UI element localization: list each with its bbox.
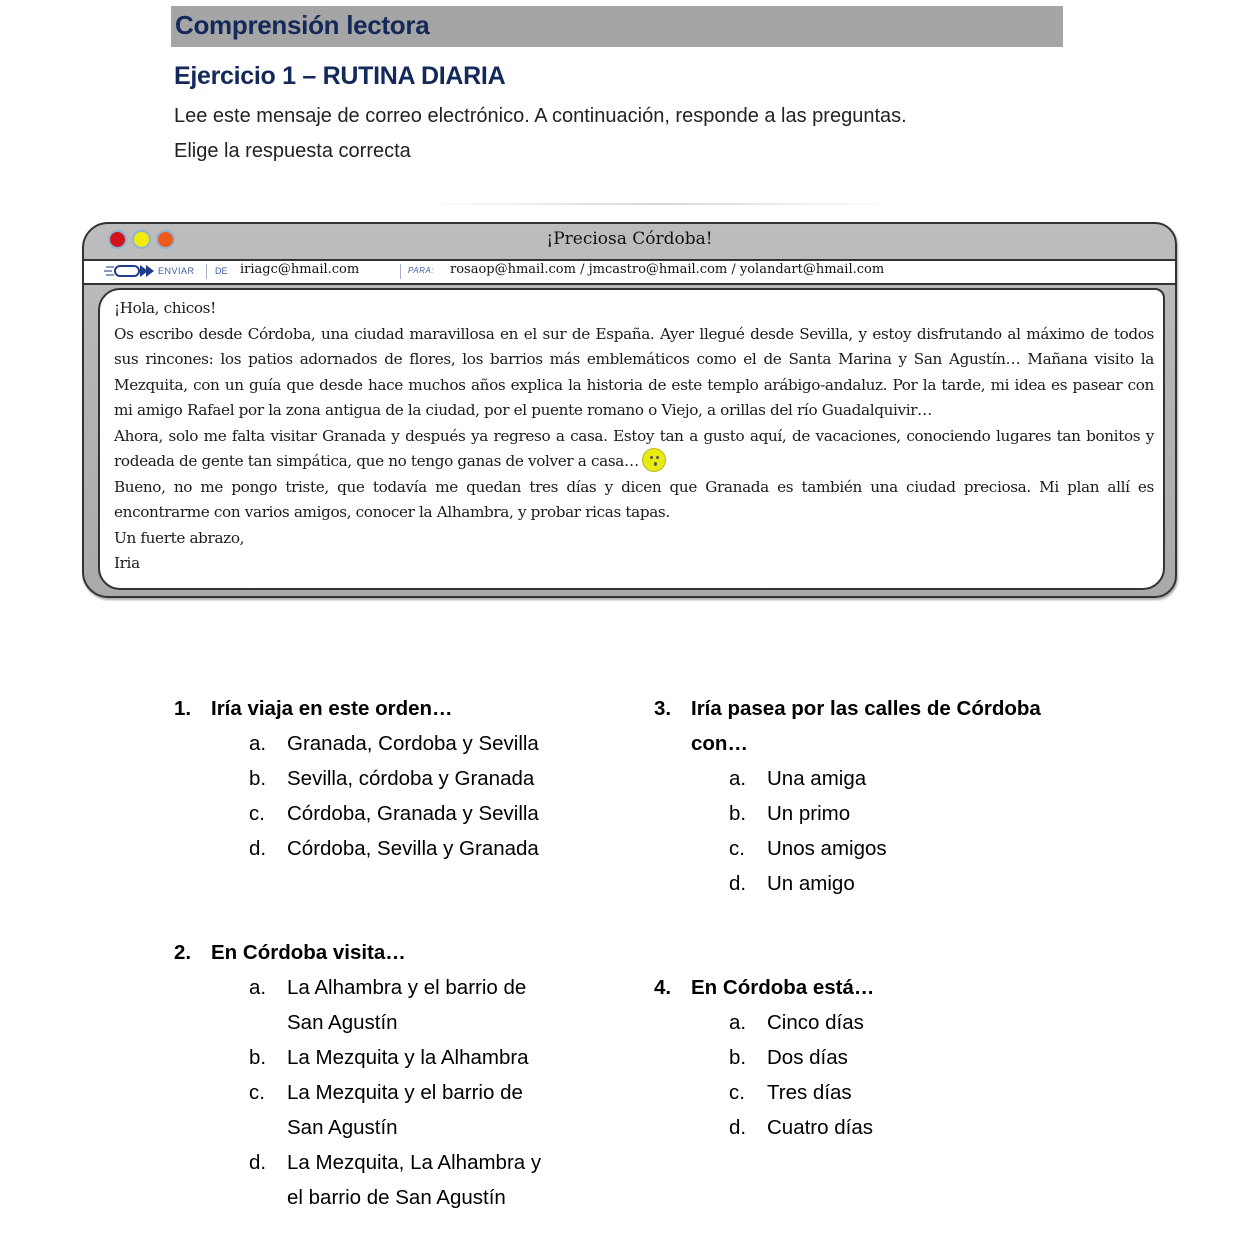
email-signature: Iria: [114, 554, 140, 572]
option-letter: b.: [249, 1046, 267, 1069]
from-label: DE: [215, 266, 228, 276]
question-number: 1.: [174, 697, 192, 720]
option-letter: c.: [249, 1081, 265, 1104]
section-title: Comprensión lectora: [175, 10, 430, 40]
option-letter: c.: [249, 802, 265, 825]
option-letter: d.: [249, 837, 267, 860]
option-text: La Mezquita y la Alhambra: [287, 1046, 529, 1069]
email-titlebar: [84, 224, 1175, 259]
option-text: Un amigo: [767, 872, 855, 895]
question-text: Iría pasea por las calles de Córdoba: [691, 697, 1041, 720]
option-text: La Mezquita, La Alhambra y: [287, 1151, 542, 1174]
question-number: 4.: [654, 976, 672, 999]
option-text: Sevilla, córdoba y Granada: [287, 767, 535, 790]
to-label: PARA:: [408, 266, 434, 275]
field-separator: [400, 264, 401, 279]
question-number: 2.: [174, 941, 192, 964]
option-text: La Alhambra y el barrio de: [287, 976, 527, 999]
option-letter: b.: [729, 802, 747, 825]
email-paragraph-2-text: Ahora, solo me falta visitar Granada y después ya regreso a casa. Estoy tan a gusto aquí, de vacaciones, conociendo lugares tan bonitos y rodeada de gente tan simpática, que no tengo ganas de volver a casa…: [114, 426, 1154, 470]
field-separator: [206, 264, 207, 279]
option-text: Unos amigos: [767, 837, 887, 860]
option-letter: a.: [249, 732, 267, 755]
to-addresses: rosaop@hmail.com / jmcastro@hmail.com / yolandart@hmail.com: [450, 262, 885, 277]
decorative-line: [420, 203, 900, 205]
option-text: Un primo: [767, 802, 851, 825]
send-arrow-icon: [102, 263, 156, 279]
sad-face-icon: [642, 448, 666, 472]
instructions-line-1: Lee este mensaje de correo electrónico. A continuación, responde a las preguntas.: [174, 105, 907, 127]
option-letter: c.: [729, 1081, 745, 1104]
email-body: [98, 288, 1165, 590]
question-text-continued: con…: [691, 732, 748, 755]
email-closing: Un fuerte abrazo,: [114, 528, 245, 547]
option-letter: a.: [729, 767, 747, 790]
instructions-line-2: Elige la respuesta correcta: [174, 140, 411, 162]
option-text: Córdoba, Sevilla y Granada: [287, 837, 539, 860]
option-letter: d.: [249, 1151, 267, 1174]
question-text: Iría viaja en este orden…: [211, 697, 453, 720]
section-header-bar: [171, 6, 1063, 47]
email-paragraph-2: [114, 424, 1154, 475]
option-letter: a.: [249, 976, 267, 999]
option-letter: d.: [729, 1116, 747, 1139]
option-text: Granada, Cordoba y Sevilla: [287, 732, 539, 755]
question-number: 3.: [654, 697, 672, 720]
option-letter: b.: [729, 1046, 747, 1069]
option-text-continued: San Agustín: [287, 1011, 398, 1034]
from-address: iriagc@hmail.com: [240, 262, 360, 277]
option-text: Córdoba, Granada y Sevilla: [287, 802, 539, 825]
email-paragraph-1: Os escribo desde Córdoba, una ciudad maravillosa en el sur de España. Ayer llegué desde Sevilla, y estoy disfrutando al máximo de todos sus rincones: los patios adornados de flores, los barrios más emblemáticos como el de Santa Marina y San Agustín… Mañana visito la Mezquita, con un guía que desde hace muchos años explica la historia de este templo arábigo-andaluz. Por la tarde, mi idea es pasear con mi amigo Rafael por la zona antigua de la ciudad, por el puente romano o Viejo, a orillas del río Guadalquivir…: [114, 324, 1154, 419]
email-subject: ¡Preciosa Córdoba!: [546, 229, 713, 249]
option-letter: d.: [729, 872, 747, 895]
option-text-continued: el barrio de San Agustín: [287, 1186, 506, 1209]
email-paragraph-3: Bueno, no me pongo triste, que todavía me quedan tres días y dicen que Granada es también una ciudad preciosa. Mi plan allí es encontrarme con varios amigos, conocer la Alhambra, y probar ricas tapas.: [114, 477, 1154, 521]
email-header-fields: [84, 259, 1175, 285]
question-text: En Córdoba visita…: [211, 941, 406, 964]
option-text-continued: San Agustín: [287, 1116, 398, 1139]
email-greeting: ¡Hola, chicos!: [114, 299, 216, 317]
option-text: Cuatro días: [767, 1116, 873, 1139]
option-letter: c.: [729, 837, 745, 860]
option-text: Cinco días: [767, 1011, 864, 1034]
send-label: ENVIAR: [158, 266, 195, 276]
option-letter: a.: [729, 1011, 747, 1034]
option-text: Una amiga: [767, 767, 867, 790]
email-window: [82, 222, 1177, 598]
option-text: Dos días: [767, 1046, 848, 1069]
question-text: En Córdoba está…: [691, 976, 875, 999]
exercise-title: Ejercicio 1 – RUTINA DIARIA: [174, 62, 506, 90]
option-letter: b.: [249, 767, 267, 790]
option-text: Tres días: [767, 1081, 852, 1104]
option-text: La Mezquita y el barrio de: [287, 1081, 523, 1104]
